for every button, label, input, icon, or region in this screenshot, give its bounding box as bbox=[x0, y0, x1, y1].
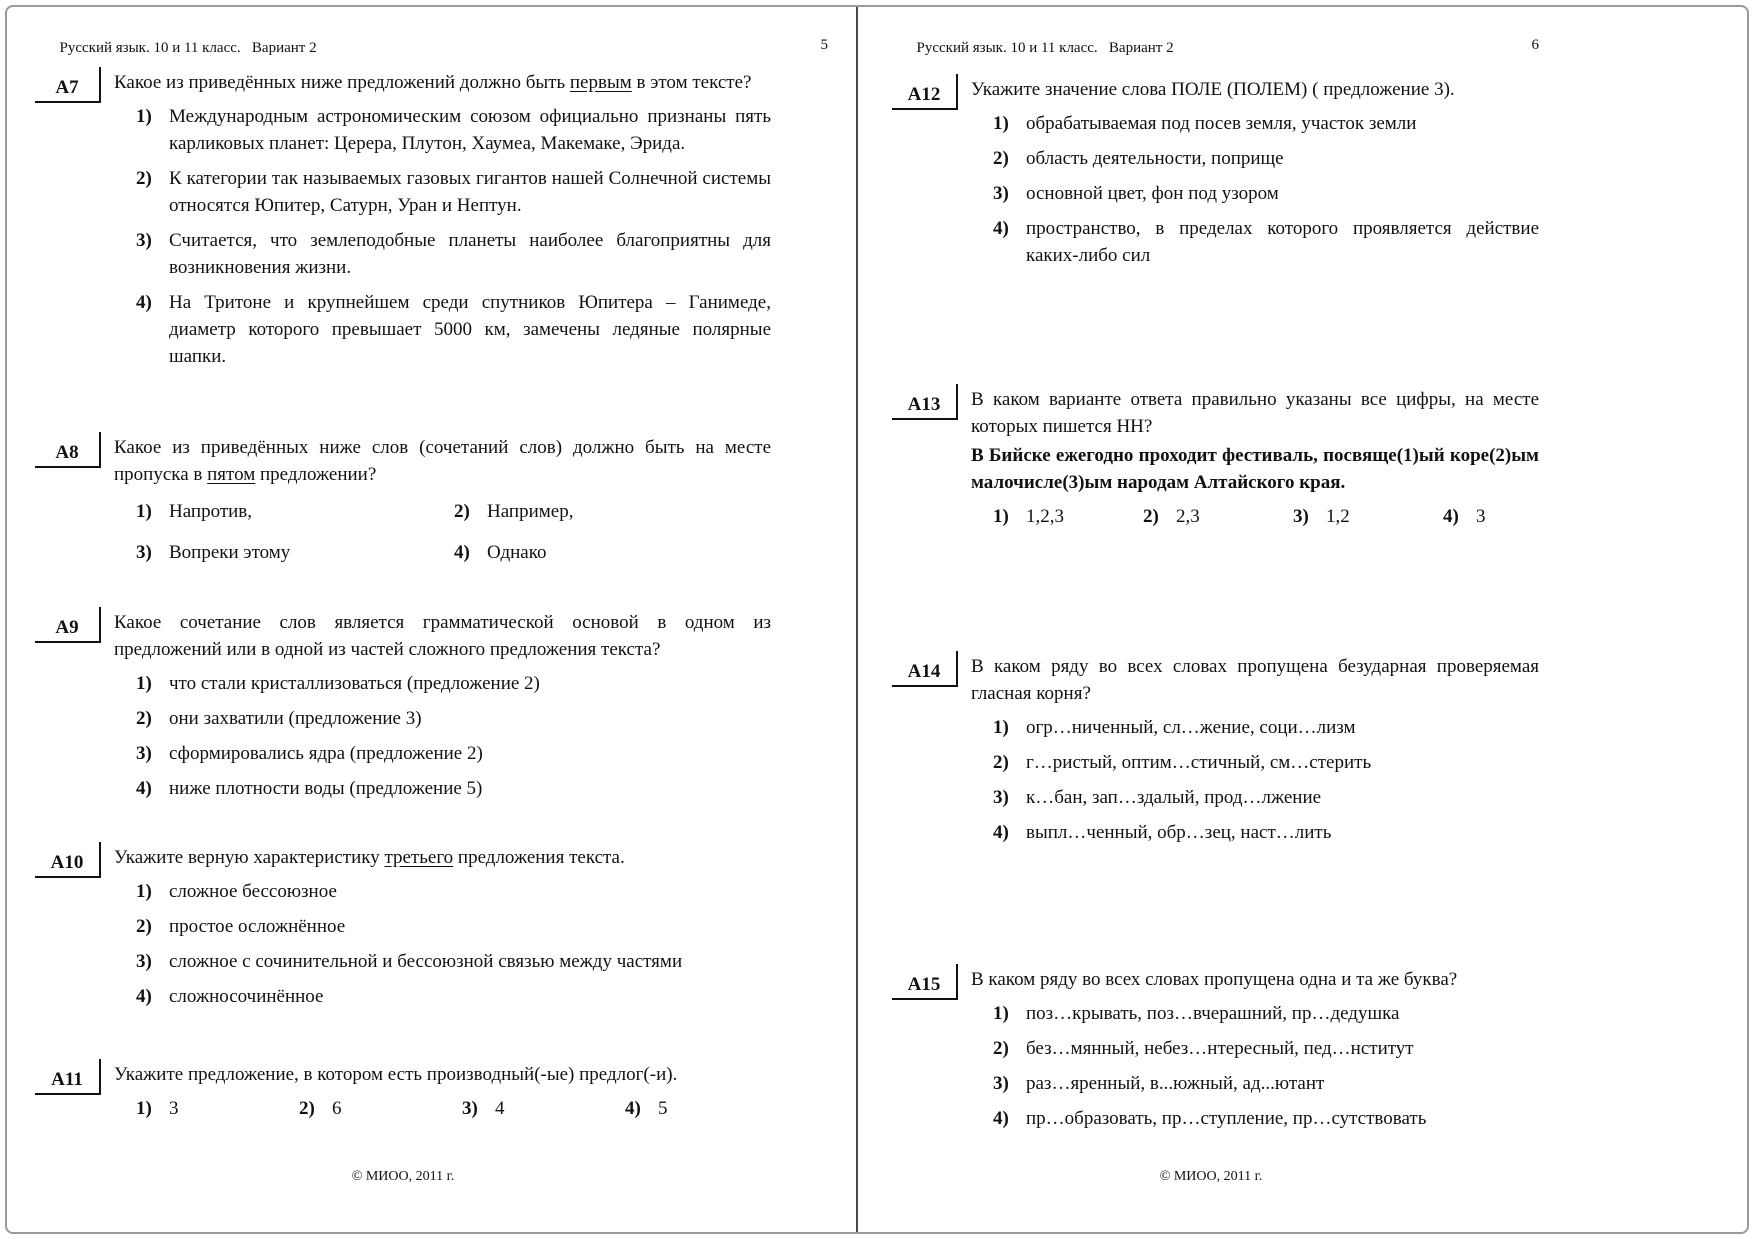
option-number: 1) bbox=[136, 1098, 152, 1119]
option-1 bbox=[136, 1095, 299, 1122]
option-number: 3) bbox=[136, 542, 152, 563]
option-text: Международным астрономическим союзом официально признаны пять карликовых планет: Церера, Плутон, Хаумеа, Макемаке, Эрида. bbox=[169, 106, 771, 154]
option-text: область деятельности, поприще bbox=[1026, 148, 1284, 169]
option-number: 2) bbox=[136, 708, 152, 729]
question-a7-options bbox=[136, 103, 771, 370]
question-a10-body bbox=[114, 842, 771, 1018]
question-a7 bbox=[35, 67, 771, 378]
option-number: 3) bbox=[136, 951, 152, 972]
option-number: 1) bbox=[136, 501, 152, 522]
option-3 bbox=[1293, 503, 1443, 530]
question-a13-sentence: В Бийске ежегодно проходит фестиваль, посвяще(1)ый коре(2)ым малочисле(3)ым народам Алтайского края. bbox=[971, 445, 1539, 493]
option-number: 4) bbox=[136, 778, 152, 799]
option-number: 2) bbox=[1143, 506, 1159, 527]
option-number: 3) bbox=[993, 183, 1009, 204]
option-text: пр…образовать, пр…ступление, пр…сутствовать bbox=[1026, 1108, 1427, 1129]
option-1 bbox=[136, 670, 771, 697]
copyright-footer: © МИОО, 2011 г. bbox=[351, 1169, 455, 1184]
document-sheet bbox=[5, 5, 1749, 1234]
option-number: 4) bbox=[136, 292, 152, 313]
question-a8-text bbox=[114, 432, 771, 488]
question-a14-label: А14 bbox=[892, 651, 958, 687]
option-text: Напротив, bbox=[169, 501, 253, 522]
question-text: предложении? bbox=[255, 464, 377, 485]
option-text: 1,2,3 bbox=[1026, 506, 1064, 527]
option-number: 4) bbox=[136, 986, 152, 1007]
question-a9-label: А9 bbox=[35, 607, 101, 643]
question-a8-label: А8 bbox=[35, 432, 101, 468]
page-number: 5 bbox=[820, 37, 828, 53]
question-a11-options bbox=[136, 1095, 771, 1122]
option-4 bbox=[136, 775, 771, 802]
option-number: 3) bbox=[993, 787, 1009, 808]
option-text: 3 bbox=[1476, 506, 1486, 527]
question-a12-label: А12 bbox=[892, 74, 958, 110]
question-a10-label: А10 bbox=[35, 842, 101, 878]
question-a10-options bbox=[136, 878, 771, 1010]
option-text: 6 bbox=[332, 1098, 342, 1119]
option-1 bbox=[136, 103, 771, 157]
question-a15-text bbox=[971, 964, 1539, 993]
question-text: Укажите значение слова ПОЛЕ (ПОЛЕМ) ( предложение 3). bbox=[971, 79, 1455, 100]
option-number: 1) bbox=[993, 1003, 1009, 1024]
option-text: 4 bbox=[495, 1098, 505, 1119]
option-text: К категории так называемых газовых гигантов нашей Солнечной системы относятся Юпитер, Сатурн, Уран и Нептун. bbox=[169, 168, 771, 216]
option-4 bbox=[993, 1105, 1539, 1132]
question-a13 bbox=[892, 384, 1539, 530]
option-2 bbox=[993, 145, 1539, 172]
option-text: 5 bbox=[658, 1098, 668, 1119]
option-number: 4) bbox=[1443, 506, 1459, 527]
option-2 bbox=[136, 913, 771, 940]
option-number: 2) bbox=[993, 1038, 1009, 1059]
question-a11-label: А11 bbox=[35, 1059, 101, 1095]
option-number: 3) bbox=[462, 1098, 478, 1119]
option-text: поз…крывать, поз…вчерашний, пр…дедушка bbox=[1026, 1003, 1400, 1024]
option-number: 1) bbox=[993, 717, 1009, 738]
question-a14-text bbox=[971, 651, 1539, 707]
option-4 bbox=[993, 215, 1539, 269]
question-text-underlined: пятом bbox=[207, 464, 256, 485]
option-3 bbox=[136, 948, 771, 975]
option-text: без…мянный, небез…нтересный, пед…нститут bbox=[1026, 1038, 1414, 1059]
option-number: 2) bbox=[993, 148, 1009, 169]
question-a7-label: А7 bbox=[35, 67, 101, 103]
question-text-underlined: третьего bbox=[384, 847, 454, 868]
question-a12-text bbox=[971, 74, 1539, 103]
question-a11-body bbox=[114, 1059, 771, 1122]
option-number: 3) bbox=[136, 743, 152, 764]
question-text: Какое сочетание слов является грамматической основой в одном из предложений или в одной из частей сложного предложения текста? bbox=[114, 612, 771, 660]
question-a7-body bbox=[114, 67, 771, 378]
question-a12-body bbox=[971, 74, 1539, 277]
option-3 bbox=[462, 1095, 625, 1122]
option-text: огр…ниченный, сл…жение, соци…лизм bbox=[1026, 717, 1356, 738]
option-4 bbox=[1443, 503, 1593, 530]
option-3 bbox=[136, 740, 771, 767]
option-4 bbox=[625, 1095, 788, 1122]
page-5 bbox=[7, 7, 856, 1232]
question-text: В каком ряду во всех словах пропущена одна и та же буква? bbox=[971, 969, 1458, 990]
question-a11 bbox=[35, 1059, 771, 1122]
option-number: 3) bbox=[993, 1073, 1009, 1094]
page-header bbox=[894, 23, 1174, 74]
question-a8 bbox=[35, 432, 771, 566]
option-2 bbox=[136, 165, 771, 219]
option-3 bbox=[993, 784, 1539, 811]
page-number: 6 bbox=[1531, 37, 1539, 53]
option-3 bbox=[993, 1070, 1539, 1097]
question-a13-label: А13 bbox=[892, 384, 958, 420]
option-2 bbox=[136, 705, 771, 732]
question-text: Укажите верную характеристику bbox=[114, 847, 385, 868]
question-text: Укажите предложение, в котором есть производный(-ые) предлог(-и). bbox=[114, 1064, 678, 1085]
option-number: 2) bbox=[136, 916, 152, 937]
question-text: Какое из приведённых ниже предложений должно быть bbox=[114, 72, 570, 93]
question-a11-text bbox=[114, 1059, 771, 1088]
question-a8-options bbox=[136, 498, 771, 566]
option-number: 4) bbox=[993, 218, 1009, 239]
question-a15-body bbox=[971, 964, 1539, 1140]
option-text: выпл…ченный, обр…зец, наст…лить bbox=[1026, 822, 1332, 843]
option-1 bbox=[136, 498, 454, 525]
question-text-underlined: первым bbox=[569, 72, 632, 93]
option-1 bbox=[136, 878, 771, 905]
option-4 bbox=[136, 289, 771, 370]
page-6 bbox=[858, 7, 1747, 1232]
option-4 bbox=[454, 539, 771, 566]
option-text: основной цвет, фон под узором bbox=[1026, 183, 1279, 204]
option-1 bbox=[993, 1000, 1539, 1027]
question-a12 bbox=[892, 74, 1539, 277]
question-a13-body bbox=[971, 384, 1539, 530]
question-text: В каком варианте ответа правильно указаны все цифры, на месте которых пишется НН? bbox=[971, 389, 1539, 437]
option-text: г…ристый, оптим…стичный, см…стерить bbox=[1026, 752, 1372, 773]
option-4 bbox=[993, 819, 1539, 846]
option-text: Вопреки этому bbox=[169, 542, 291, 563]
option-2 bbox=[993, 749, 1539, 776]
question-text: предложения текста. bbox=[453, 847, 625, 868]
question-a9-options bbox=[136, 670, 771, 802]
header-title: Русский язык. 10 и 11 класс. Вариант 2 bbox=[916, 40, 1174, 56]
option-text: простое осложнённое bbox=[169, 916, 346, 937]
option-4 bbox=[136, 983, 771, 1010]
option-2 bbox=[993, 1035, 1539, 1062]
question-a13-text bbox=[971, 384, 1539, 440]
option-text: 3 bbox=[169, 1098, 179, 1119]
option-2 bbox=[1143, 503, 1293, 530]
option-text: сложносочинённое bbox=[169, 986, 324, 1007]
option-1 bbox=[993, 714, 1539, 741]
header-title: Русский язык. 10 и 11 класс. Вариант 2 bbox=[59, 40, 317, 56]
option-text: сформировались ядра (предложение 2) bbox=[169, 743, 483, 764]
option-text: ниже плотности воды (предложение 5) bbox=[169, 778, 483, 799]
option-text: Считается, что землеподобные планеты наиболее благоприятны для возникновения жизни. bbox=[169, 230, 771, 278]
question-a12-options bbox=[993, 110, 1539, 269]
question-a15-options bbox=[993, 1000, 1539, 1132]
option-text: На Тритоне и крупнейшем среди спутников Юпитера – Ганимеде, диаметр которого превышает 5000 км, замечены ледяные полярные шапки. bbox=[169, 292, 771, 367]
option-text: сложное бессоюзное bbox=[169, 881, 337, 902]
option-3 bbox=[136, 227, 771, 281]
question-a15 bbox=[892, 964, 1539, 1140]
option-number: 2) bbox=[136, 168, 152, 189]
option-text: они захватили (предложение 3) bbox=[169, 708, 422, 729]
option-text: Например, bbox=[487, 501, 574, 522]
option-2 bbox=[454, 498, 771, 525]
question-a9 bbox=[35, 607, 771, 810]
option-number: 4) bbox=[625, 1098, 641, 1119]
question-a15-label: А15 bbox=[892, 964, 958, 1000]
option-number: 4) bbox=[454, 542, 470, 563]
option-text: пространство, в пределах которого проявляется действие каких-либо сил bbox=[1026, 218, 1539, 266]
question-a14 bbox=[892, 651, 1539, 854]
option-number: 2) bbox=[454, 501, 470, 522]
option-number: 4) bbox=[993, 822, 1009, 843]
copyright-footer: © МИОО, 2011 г. bbox=[1159, 1169, 1263, 1184]
option-number: 1) bbox=[993, 506, 1009, 527]
question-a10-text bbox=[114, 842, 771, 871]
option-number: 3) bbox=[1293, 506, 1309, 527]
option-number: 1) bbox=[136, 881, 152, 902]
option-1 bbox=[993, 110, 1539, 137]
question-a13-options bbox=[993, 503, 1539, 530]
option-number: 1) bbox=[136, 673, 152, 694]
option-text: 2,3 bbox=[1176, 506, 1200, 527]
option-number: 1) bbox=[136, 106, 152, 127]
question-a7-text bbox=[114, 67, 771, 96]
question-a14-body bbox=[971, 651, 1539, 854]
option-text: к…бан, зап…здалый, прод…лжение bbox=[1026, 787, 1322, 808]
option-3 bbox=[993, 180, 1539, 207]
option-number: 2) bbox=[993, 752, 1009, 773]
option-number: 3) bbox=[136, 230, 152, 251]
question-a14-options bbox=[993, 714, 1539, 846]
question-a9-body bbox=[114, 607, 771, 810]
option-text: что стали кристаллизоваться (предложение 2) bbox=[169, 673, 540, 694]
option-number: 1) bbox=[993, 113, 1009, 134]
option-1 bbox=[993, 503, 1143, 530]
option-text: 1,2 bbox=[1326, 506, 1350, 527]
option-text: сложное с сочинительной и бессоюзной связью между частями bbox=[169, 951, 683, 972]
option-number: 4) bbox=[993, 1108, 1009, 1129]
option-number: 2) bbox=[299, 1098, 315, 1119]
option-text: обрабатываемая под посев земля, участок земли bbox=[1026, 113, 1417, 134]
question-a10 bbox=[35, 842, 771, 1018]
question-a8-body bbox=[114, 432, 771, 566]
question-text: в этом тексте? bbox=[631, 72, 752, 93]
question-text: Какое из приведённых ниже слов (сочетаний слов) должно быть на месте пропуска в bbox=[114, 437, 771, 485]
option-3 bbox=[136, 539, 454, 566]
question-text: В каком ряду во всех словах пропущена безударная проверяемая гласная корня? bbox=[971, 656, 1539, 704]
option-2 bbox=[299, 1095, 462, 1122]
option-text: Однако bbox=[487, 542, 547, 563]
question-a9-text bbox=[114, 607, 771, 663]
option-text: раз…яренный, в...южный, ад...ютант bbox=[1026, 1073, 1325, 1094]
